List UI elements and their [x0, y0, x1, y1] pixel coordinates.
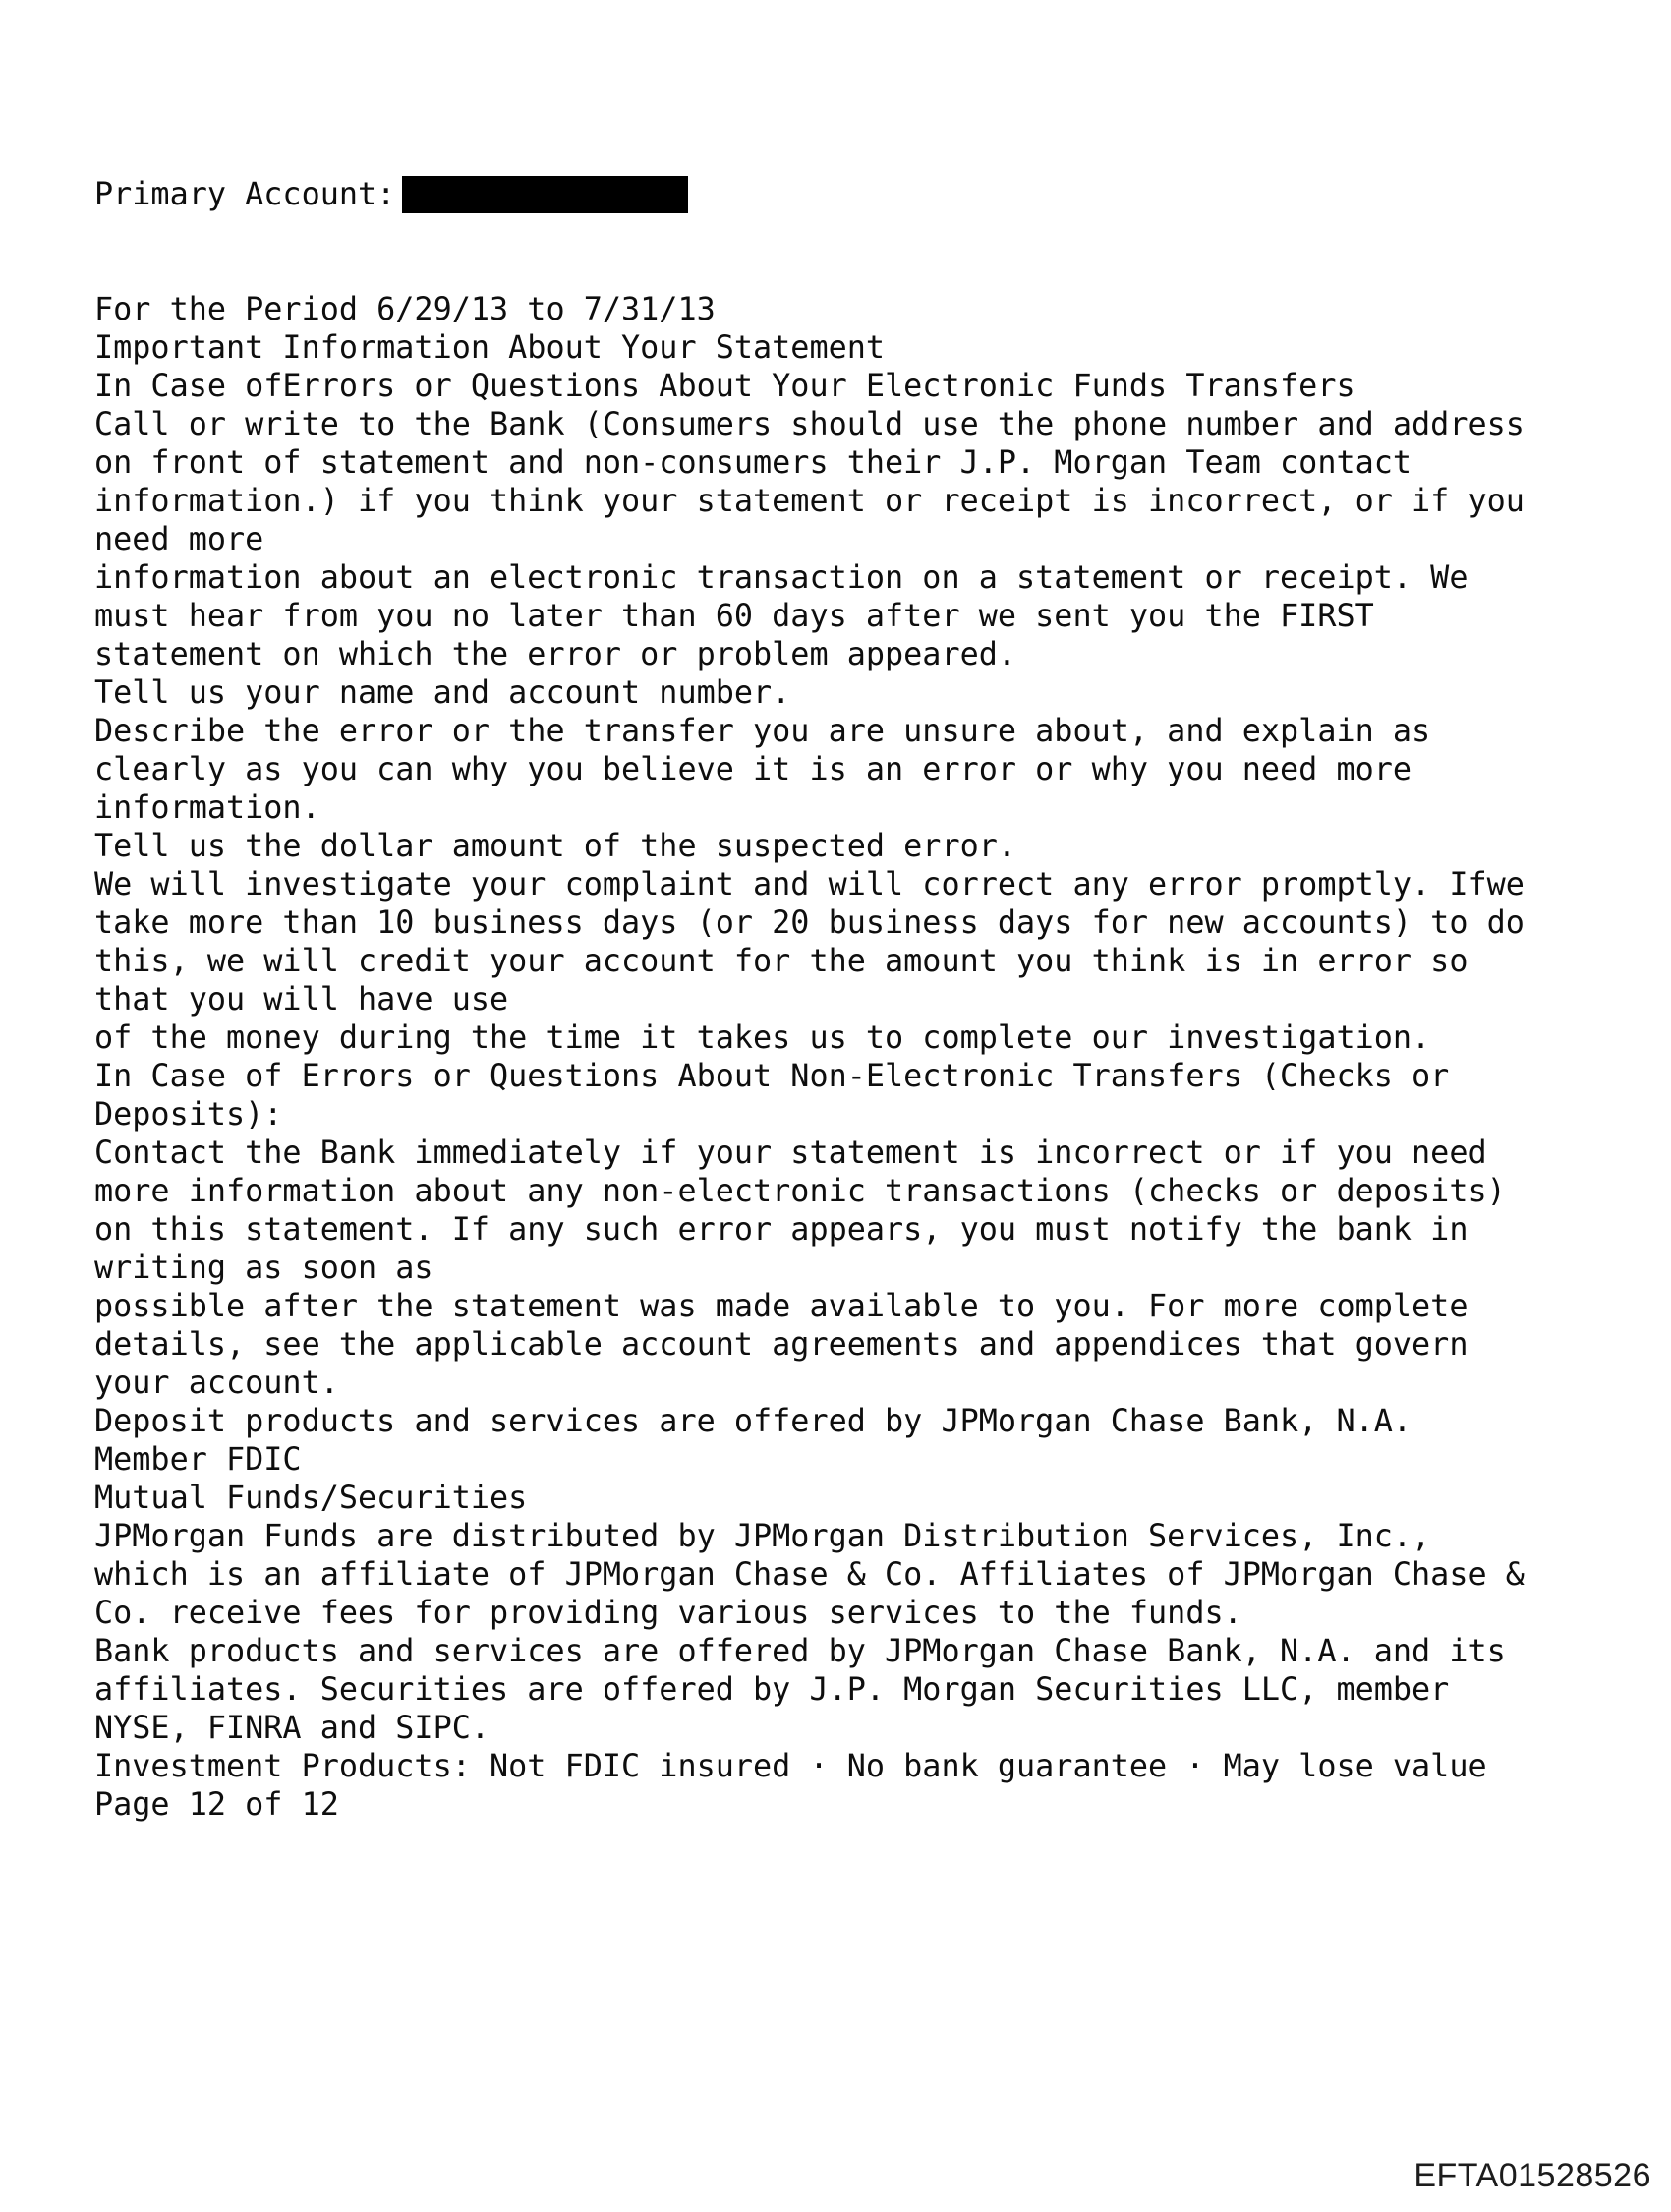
text-line: JPMorgan Funds are distributed by JPMorgan Distribution Services, Inc.,	[94, 1518, 1431, 1554]
text-line: Page 12 of 12	[94, 1786, 339, 1823]
text-line: We will investigate your complaint and will correct any error promptly. Ifwe	[94, 866, 1525, 902]
text-line: Bank products and services are offered by JPMorgan Chase Bank, N.A. and its	[94, 1633, 1506, 1669]
text-line: on this statement. If any such error appears, you must notify the bank in	[94, 1211, 1469, 1248]
text-line: information.	[94, 789, 320, 826]
bates-number: EFTA01528526	[1413, 2157, 1651, 2194]
text-line: writing as soon as	[94, 1250, 433, 1286]
text-line: Tell us the dollar amount of the suspected error.	[94, 828, 1017, 864]
text-line: For the Period 6/29/13 to 7/31/13	[94, 291, 716, 327]
text-line: your account.	[94, 1365, 339, 1401]
text-line: which is an affiliate of JPMorgan Chase & Co. Affiliates of JPMorgan Chase &	[94, 1556, 1525, 1593]
text-line: Call or write to the Bank (Consumers should use the phone number and address	[94, 406, 1525, 442]
text-line: In Case ofErrors or Questions About Your Electronic Funds Transfers	[94, 368, 1355, 404]
text-line: need more	[94, 521, 264, 557]
text-line: Co. receive fees for providing various services to the funds.	[94, 1595, 1242, 1631]
text-line: details, see the applicable account agreements and appendices that govern	[94, 1326, 1469, 1363]
text-line: statement on which the error or problem appeared.	[94, 636, 1017, 672]
text-line: information.) if you think your statement or receipt is incorrect, or if you	[94, 483, 1525, 519]
text-line: Contact the Bank immediately if your statement is incorrect or if you need	[94, 1135, 1487, 1171]
text-line: of the money during the time it takes us to complete our investigation.	[94, 1019, 1431, 1056]
redaction-bar	[402, 176, 688, 213]
text-line: take more than 10 business days (or 20 business days for new accounts) to do	[94, 904, 1525, 941]
primary-account-label: Primary Account:	[94, 176, 396, 212]
text-line: information about an electronic transaction on a statement or receipt. We	[94, 559, 1469, 596]
text-line: more information about any non-electronic transactions (checks or deposits)	[94, 1173, 1506, 1209]
text-line: NYSE, FINRA and SIPC.	[94, 1710, 490, 1746]
text-line: In Case of Errors or Questions About Non-Electronic Transfers (Checks or	[94, 1058, 1450, 1094]
text-line: this, we will credit your account for the amount you think is in error so	[94, 943, 1469, 979]
text-line: Deposits):	[94, 1096, 283, 1133]
statement-lines	[94, 290, 1588, 1824]
text-line: Tell us your name and account number.	[94, 674, 791, 711]
text-line: affiliates. Securities are offered by J.P. Morgan Securities LLC, member	[94, 1671, 1450, 1708]
text-line: Important Information About Your Statement	[94, 329, 886, 366]
primary-account-line	[94, 175, 1588, 213]
text-line: Describe the error or the transfer you are unsure about, and explain as	[94, 713, 1431, 749]
text-line: Member FDIC	[94, 1441, 302, 1478]
text-line: Deposit products and services are offered by JPMorgan Chase Bank, N.A.	[94, 1403, 1412, 1439]
text-line: must hear from you no later than 60 days after we sent you the FIRST	[94, 598, 1374, 634]
statement-text-block	[94, 98, 1588, 1900]
text-line: possible after the statement was made available to you. For more complete	[94, 1288, 1469, 1324]
text-line: that you will have use	[94, 981, 509, 1018]
text-line: clearly as you can why you believe it is an error or why you need more	[94, 751, 1412, 787]
text-line: Mutual Funds/Securities	[94, 1480, 528, 1516]
text-line: on front of statement and non-consumers their J.P. Morgan Team contact	[94, 444, 1412, 481]
text-line: Investment Products: Not FDIC insured · No bank guarantee · May lose value	[94, 1748, 1487, 1784]
